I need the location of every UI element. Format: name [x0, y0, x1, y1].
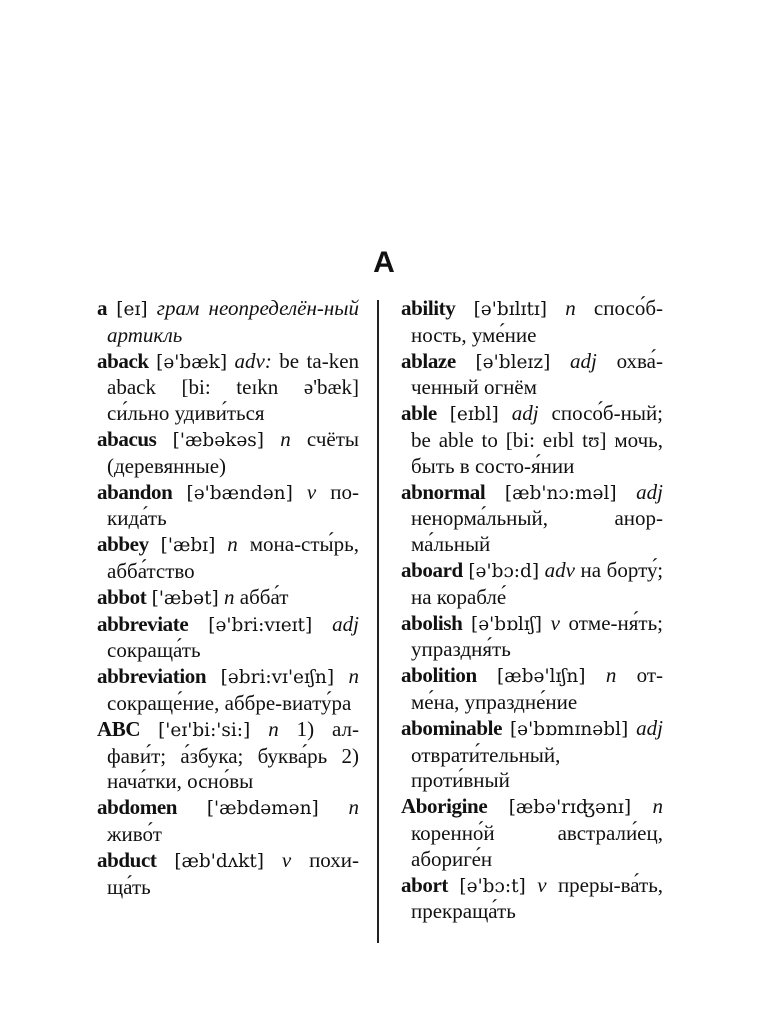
entry-headword: Aborigine	[401, 794, 488, 819]
entry-definition: ненорма́льный, анор-ма́льный	[411, 506, 663, 557]
entry-part-of-speech: v	[306, 479, 317, 504]
entry-headword: abolition	[401, 663, 477, 688]
entry-transcription: [əbri:vɪ'eɪʃn]	[220, 667, 335, 689]
dictionary-entry	[401, 558, 663, 611]
entry-part-of-speech: n	[224, 584, 235, 609]
entry-definition: счёты (деревянные)	[107, 426, 359, 478]
section-letter: A	[373, 246, 395, 279]
dictionary-entry	[97, 480, 359, 533]
entry-headword: abbreviate	[97, 611, 189, 636]
dictionary-entry	[97, 612, 359, 665]
entry-headword: abandon	[97, 479, 173, 504]
entry-headword: abolish	[401, 610, 463, 635]
entry-transcription: ['eɪ'bi:'si:]	[158, 719, 251, 741]
entry-transcription: [ə'bɪlɪtɪ]	[473, 299, 548, 320]
entry-headword: abacus	[97, 426, 157, 451]
entry-transcription: ['æbəkəs]	[172, 429, 265, 451]
entry-part-of-speech: v	[550, 610, 560, 635]
entry-transcription: ['æbɪ]	[160, 535, 216, 557]
entry-transcription: [eɪ]	[116, 299, 148, 320]
entry-transcription: [eɪbl]	[449, 404, 499, 426]
dictionary-entry	[97, 664, 359, 717]
entry-headword: abbreviation	[97, 664, 207, 689]
dictionary-entry	[97, 349, 359, 427]
entry-transcription: [ə'bri:vɪeɪt]	[208, 614, 313, 636]
entry-transcription: [ə'bleɪz]	[475, 351, 551, 373]
entry-part-of-speech: n	[268, 716, 279, 741]
entry-transcription: [ə'bɔ:d]	[468, 560, 540, 582]
entry-part-of-speech: n	[348, 795, 360, 820]
dictionary-entry	[401, 794, 663, 872]
entry-definition: мона-сты́рь, абба́тство	[107, 532, 359, 583]
dictionary-entry	[401, 480, 663, 558]
entry-part-of-speech: n	[227, 532, 238, 557]
entry-part-of-speech: adv	[544, 557, 575, 582]
entry-part-of-speech: adj	[511, 401, 539, 426]
entry-part-of-speech: adj	[570, 348, 597, 373]
entry-headword: able	[401, 401, 437, 426]
dictionary-entry	[97, 848, 359, 901]
entry-transcription: ['æbdəmən]	[206, 798, 319, 820]
entry-headword: abduct	[97, 847, 157, 872]
entry-part-of-speech: n	[652, 794, 664, 819]
dictionary-entry	[401, 349, 663, 402]
dictionary-entry	[97, 795, 359, 848]
entry-headword: abbot	[97, 584, 147, 609]
dictionary-entry	[401, 296, 663, 349]
entry-headword: abominable	[401, 715, 503, 740]
entry-headword: abdomen	[97, 795, 178, 820]
entry-headword: abnormal	[401, 479, 486, 504]
entry-transcription: [ə'bɒlɪʃ]	[471, 613, 543, 635]
entry-part-of-speech: adj	[636, 479, 664, 504]
entry-definition: на борту́; на корабле́	[411, 557, 664, 609]
entry-transcription: [ə'bæk]	[156, 351, 228, 373]
entry-transcription: [ə'bɒmɪnəbl]	[509, 718, 629, 740]
entry-definition: преры-ва́ть, прекраща́ть	[411, 872, 664, 924]
entry-definition: сокраща́ть	[107, 638, 201, 663]
entry-transcription: [æbə'lɪʃn]	[497, 666, 586, 688]
entry-definition: охва́-ченный огнём	[411, 348, 663, 400]
entry-part-of-speech: n	[280, 426, 291, 451]
entry-part-of-speech: v	[281, 847, 292, 872]
dictionary-entry	[401, 611, 663, 664]
column-divider	[377, 300, 379, 943]
entry-definition: отме-ня́ть; упраздня́ть	[411, 610, 664, 662]
dictionary-entry	[97, 717, 359, 795]
entry-definition: похи-ща́ть	[107, 847, 360, 899]
entry-headword: aback	[97, 348, 149, 373]
entry-part-of-speech: adv:	[234, 348, 272, 373]
entry-definition: абба́т	[239, 584, 289, 609]
left-column	[97, 296, 359, 900]
dictionary-entry	[97, 585, 359, 612]
entry-transcription: [æb'dʌkt]	[174, 850, 265, 872]
dictionary-entry	[401, 716, 663, 794]
dictionary-entry	[401, 663, 663, 716]
entry-headword: ABC	[97, 716, 141, 741]
entry-definition: 1) ал-фави́т; а́збука; буква́рь 2) нача́тки, осно́вы	[107, 716, 359, 794]
dictionary-entry	[401, 873, 663, 926]
right-column	[401, 296, 663, 925]
dictionary-entry	[97, 427, 359, 480]
entry-definition: коренно́й австрали́ец, абориге́н	[411, 820, 663, 871]
entry-definition: живо́т	[107, 821, 162, 846]
entry-transcription: [ə'bɔ:t]	[459, 875, 526, 897]
entry-definition: спосо́б-ный; be able to [bi: eɪbl tʊ] мочь, быть в состо-я́нии	[411, 401, 664, 478]
entry-definition: be ta-ken aback [bi: teɪkn ə'bæk] си́льно удиви́ться	[107, 348, 360, 426]
entry-definition: грам неопределён-ный артикль	[107, 296, 359, 347]
dictionary-entry	[97, 532, 359, 585]
entry-definition: от-ме́на, упраздне́ние	[411, 663, 663, 714]
entry-headword: ablaze	[401, 348, 456, 373]
dictionary-entry	[97, 296, 359, 349]
entry-headword: abbey	[97, 532, 149, 557]
dictionary-entry	[401, 401, 663, 479]
entry-transcription: ['æbət]	[151, 587, 219, 609]
entry-part-of-speech: adj	[332, 611, 360, 636]
entry-part-of-speech: n	[605, 663, 617, 688]
entry-headword: aboard	[401, 557, 463, 582]
entry-headword: abort	[401, 872, 448, 897]
entry-headword: ability	[401, 296, 456, 320]
entry-definition: спосо́б-ность, уме́ние	[411, 296, 664, 347]
entry-part-of-speech: v	[537, 872, 547, 897]
entry-definition: сокраще́ние, аббре-виату́ра	[107, 690, 352, 715]
entry-transcription: [ə'bændən]	[186, 482, 293, 504]
entry-definition: отврати́тельный, проти́вный	[411, 742, 561, 793]
entry-definition: по-кида́ть	[107, 479, 359, 531]
entry-part-of-speech: n	[348, 664, 359, 689]
entry-part-of-speech: n	[565, 296, 576, 320]
entry-part-of-speech: adj	[636, 715, 663, 740]
entry-headword: a	[97, 296, 108, 320]
entry-transcription: [æb'nɔ:məl]	[504, 482, 617, 504]
entry-transcription: [æbə'rɪʤənɪ]	[508, 797, 632, 819]
